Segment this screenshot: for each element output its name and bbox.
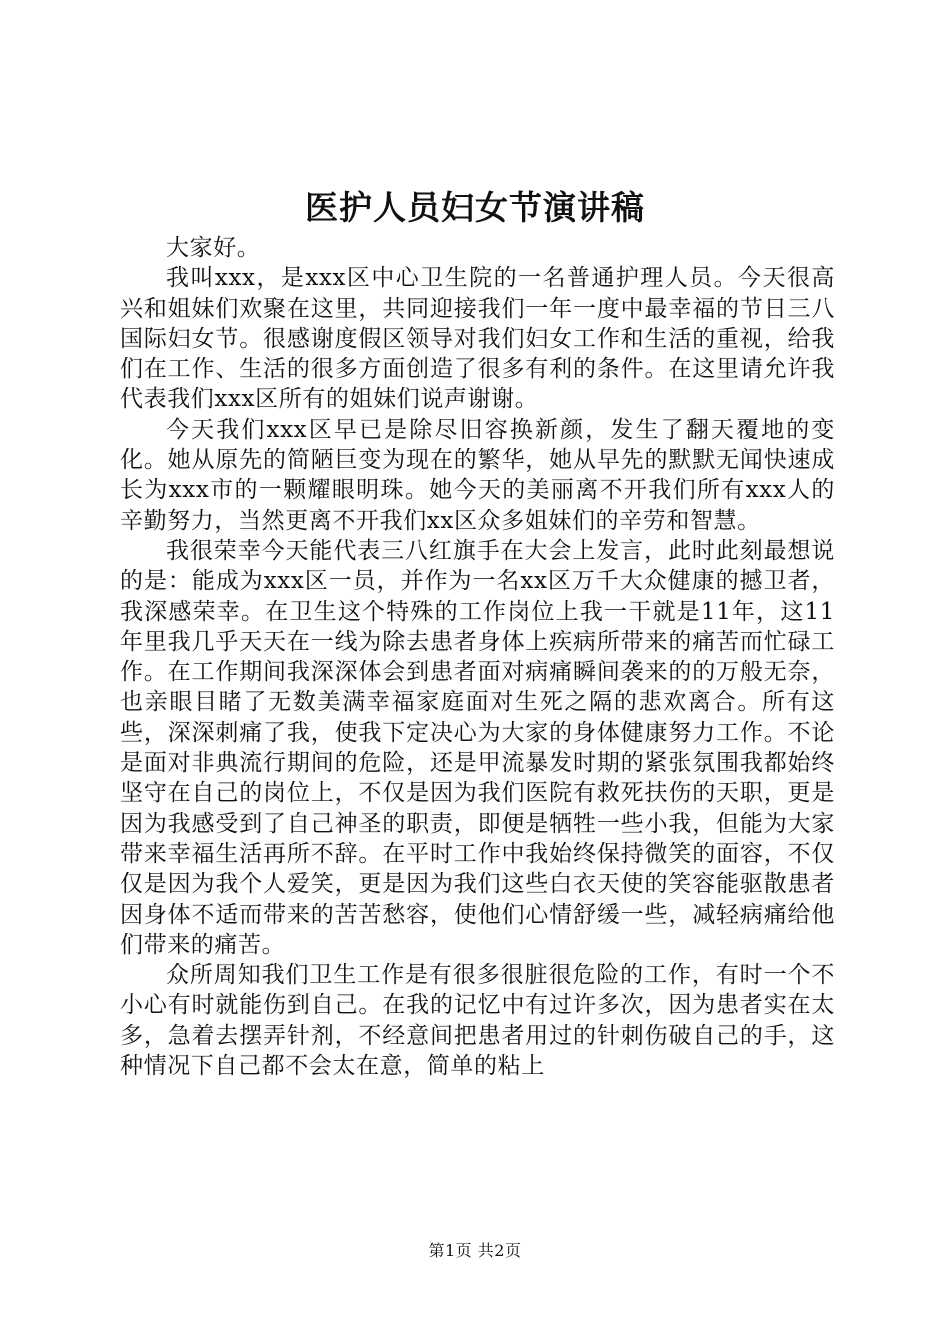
- paragraph-introduction: 我叫xxx，是xxx区中心卫生院的一名普通护理人员。今天很高兴和姐妹们欢聚在这里，共同迎接我们一年一度中最幸福的节日三八国际妇女节。很感谢度假区领导对我们妇女工作和生活的重视，给我们在工作、生活的很多方面创造了很多有利的条件。在这里请允许我代表我们xxx区所有的姐妹们说声谢谢。: [120, 265, 835, 413]
- document-body: [120, 233, 835, 1081]
- page-title: 医护人员妇女节演讲稿: [305, 188, 645, 227]
- paragraph-work-risk: 众所周知我们卫生工作是有很多很脏很危险的工作，有时一个不小心有时就能伤到自己。在我的记忆中有过许多次，因为患者实在太多，急着去摆弄针剂，不经意间把患者用过的针刺伤破自己的手，这种情况下自己都不会太在意，简单的粘上: [120, 962, 835, 1080]
- paragraph-greeting: 大家好。: [166, 235, 261, 261]
- paragraph-honor-speech: 我很荣幸今天能代表三八红旗手在大会上发言，此时此刻最想说的是：能成为xxx区一员，并作为一名xx区万千大众健康的撼卫者，我深感荣幸。在卫生这个特殊的工作岗位上我一干就是11年，这11年里我几乎天天在一线为除去患者身体上疾病所带来的痛苦而忙碌工作。在工作期间我深深体会到患者面对病痛瞬间袭来的的万般无奈，也亲眼目睹了无数美满幸福家庭面对生死之隔的悲欢离合。所有这些，深深刺痛了我，使我下定决心为大家的身体健康努力工作。不论是面对非典流行期间的危险，还是甲流暴发时期的紧张氛围我都始终坚守在自己的岗位上，不仅是因为我们医院有救死扶伤的天职，更是因为我感受到了自己神圣的职责，即便是牺牲一些小我，但能为大家带来幸福生活再所不辞。在平时工作中我始终保持微笑的面容，不仅仅是因为我个人爱笑，更是因为我们这些白衣天使的笑容能驱散患者因身体不适而带来的苦苦愁容，使他们心情舒缓一些，减轻病痛给他们带来的痛苦。: [120, 537, 835, 958]
- paragraph-district-change: 今天我们xxx区早已是除尽旧容换新颜，发生了翻天覆地的变化。她从原先的简陋巨变为现在的繁华，她从早先的默默无闻快速成长为xxx市的一颗耀眼明珠。她今天的美丽离不开我们所有xxx人的辛勤努力，当然更离不开我们xx区众多姐妹们的辛劳和智慧。: [120, 416, 835, 534]
- page-number-footer: 第1页 共2页: [428, 1241, 522, 1260]
